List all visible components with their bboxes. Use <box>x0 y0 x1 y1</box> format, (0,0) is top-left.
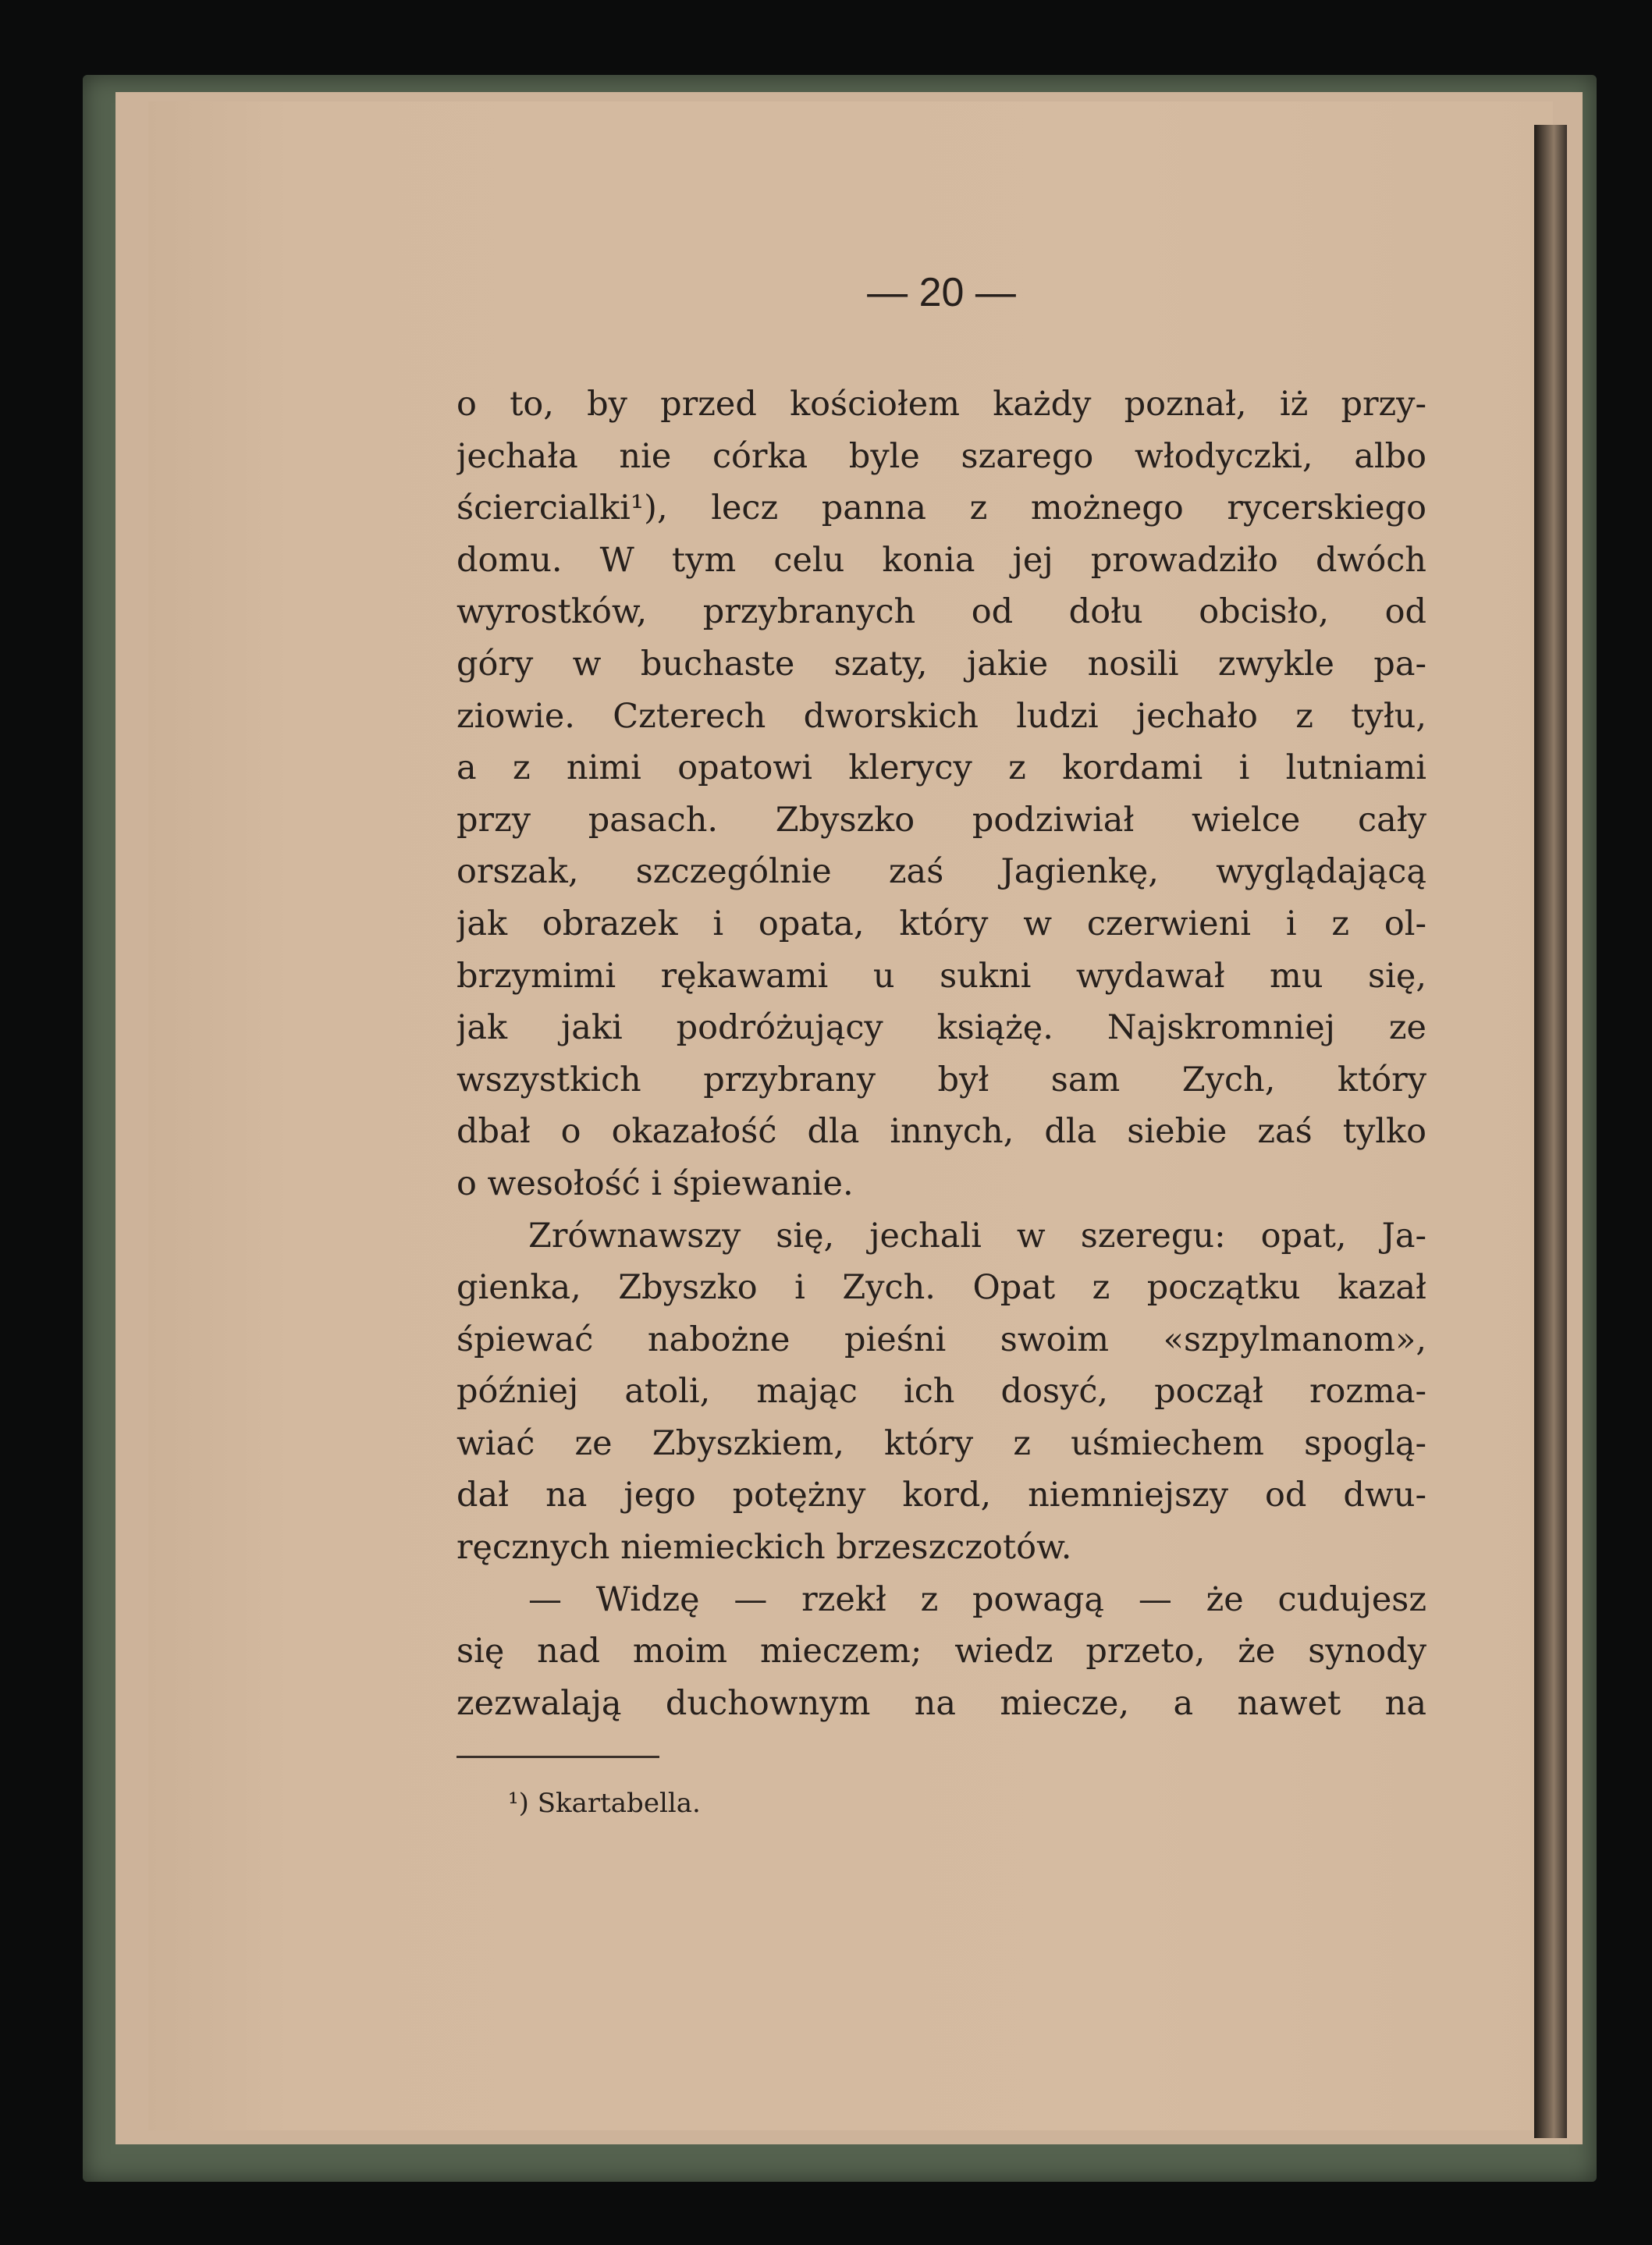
text-line: orszak, szczególnie zaś Jagienkę, wyglądającą <box>457 852 1426 892</box>
next-page-edge <box>1534 125 1567 2138</box>
paragraph-1 <box>457 378 1426 1210</box>
paragraph-3 <box>457 1574 1426 1730</box>
text-line: ręcznych niemieckich brzeszczotów. <box>457 1528 1072 1568</box>
text-line: wyrostków, przybranych od dołu obcisło, od <box>457 592 1426 632</box>
text-line: jechała nie córka byle szarego włodyczki, albo <box>457 436 1426 476</box>
text-line: ściercialki¹), lecz panna z możnego rycerskiego <box>457 488 1426 528</box>
text-line: o wesołość i śpiewanie. <box>457 1163 854 1203</box>
text-line: — Widzę — rzekł z powagą — że cudujesz <box>528 1579 1426 1619</box>
text-line: gienka, Zbyszko i Zych. Opat z początku kazał <box>457 1268 1426 1308</box>
text-line: dbał o okazałość dla innych, dla siebie zaś tylko <box>457 1112 1426 1152</box>
text-line: wszystkich przybrany był sam Zych, który <box>457 1060 1426 1099</box>
text-line: ziowie. Czterech dworskich ludzi jechało z tyłu, <box>457 696 1426 736</box>
page-text <box>457 269 1426 1819</box>
paragraph-2 <box>457 1210 1426 1574</box>
text-line: a z nimi opatowi klerycy z kordami i lutniami <box>457 748 1426 788</box>
text-line: o to, by przed kościołem każdy poznał, iż przy- <box>457 385 1426 424</box>
text-line: później atoli, mając ich dosyć, począł rozma- <box>457 1372 1426 1412</box>
text-line: jak obrazek i opata, który w czerwieni i z ol- <box>457 904 1426 943</box>
text-line: brzymimi rękawami u sukni wydawał mu się, <box>457 956 1426 996</box>
text-line: jak jaki podróżujący książę. Najskromniej ze <box>457 1008 1426 1048</box>
text-line: zezwalają duchownym na miecze, a nawet na <box>457 1683 1426 1723</box>
text-line: Zrównawszy się, jechali w szeregu: opat, Ja- <box>528 1216 1426 1256</box>
text-line: się nad moim mieczem; wiedz przeto, że synody <box>457 1632 1426 1671</box>
text-line: domu. W tym celu konia jej prowadziło dwóch <box>457 540 1426 580</box>
text-line: dał na jego potężny kord, niemniejszy od dwu- <box>457 1476 1426 1515</box>
text-line: wiać ze Zbyszkiem, który z uśmiechem spoglą- <box>457 1423 1426 1463</box>
page-number: — 20 — <box>867 270 1016 315</box>
footnote: ¹) Skartabella. <box>508 1788 701 1820</box>
footnote-divider <box>457 1756 659 1758</box>
text-line: góry w buchaste szaty, jakie nosili zwykle pa- <box>457 644 1426 684</box>
text-line: przy pasach. Zbyszko podziwiał wielce cały <box>457 800 1426 840</box>
text-line: śpiewać nabożne pieśni swoim «szpylmanom», <box>457 1320 1426 1359</box>
